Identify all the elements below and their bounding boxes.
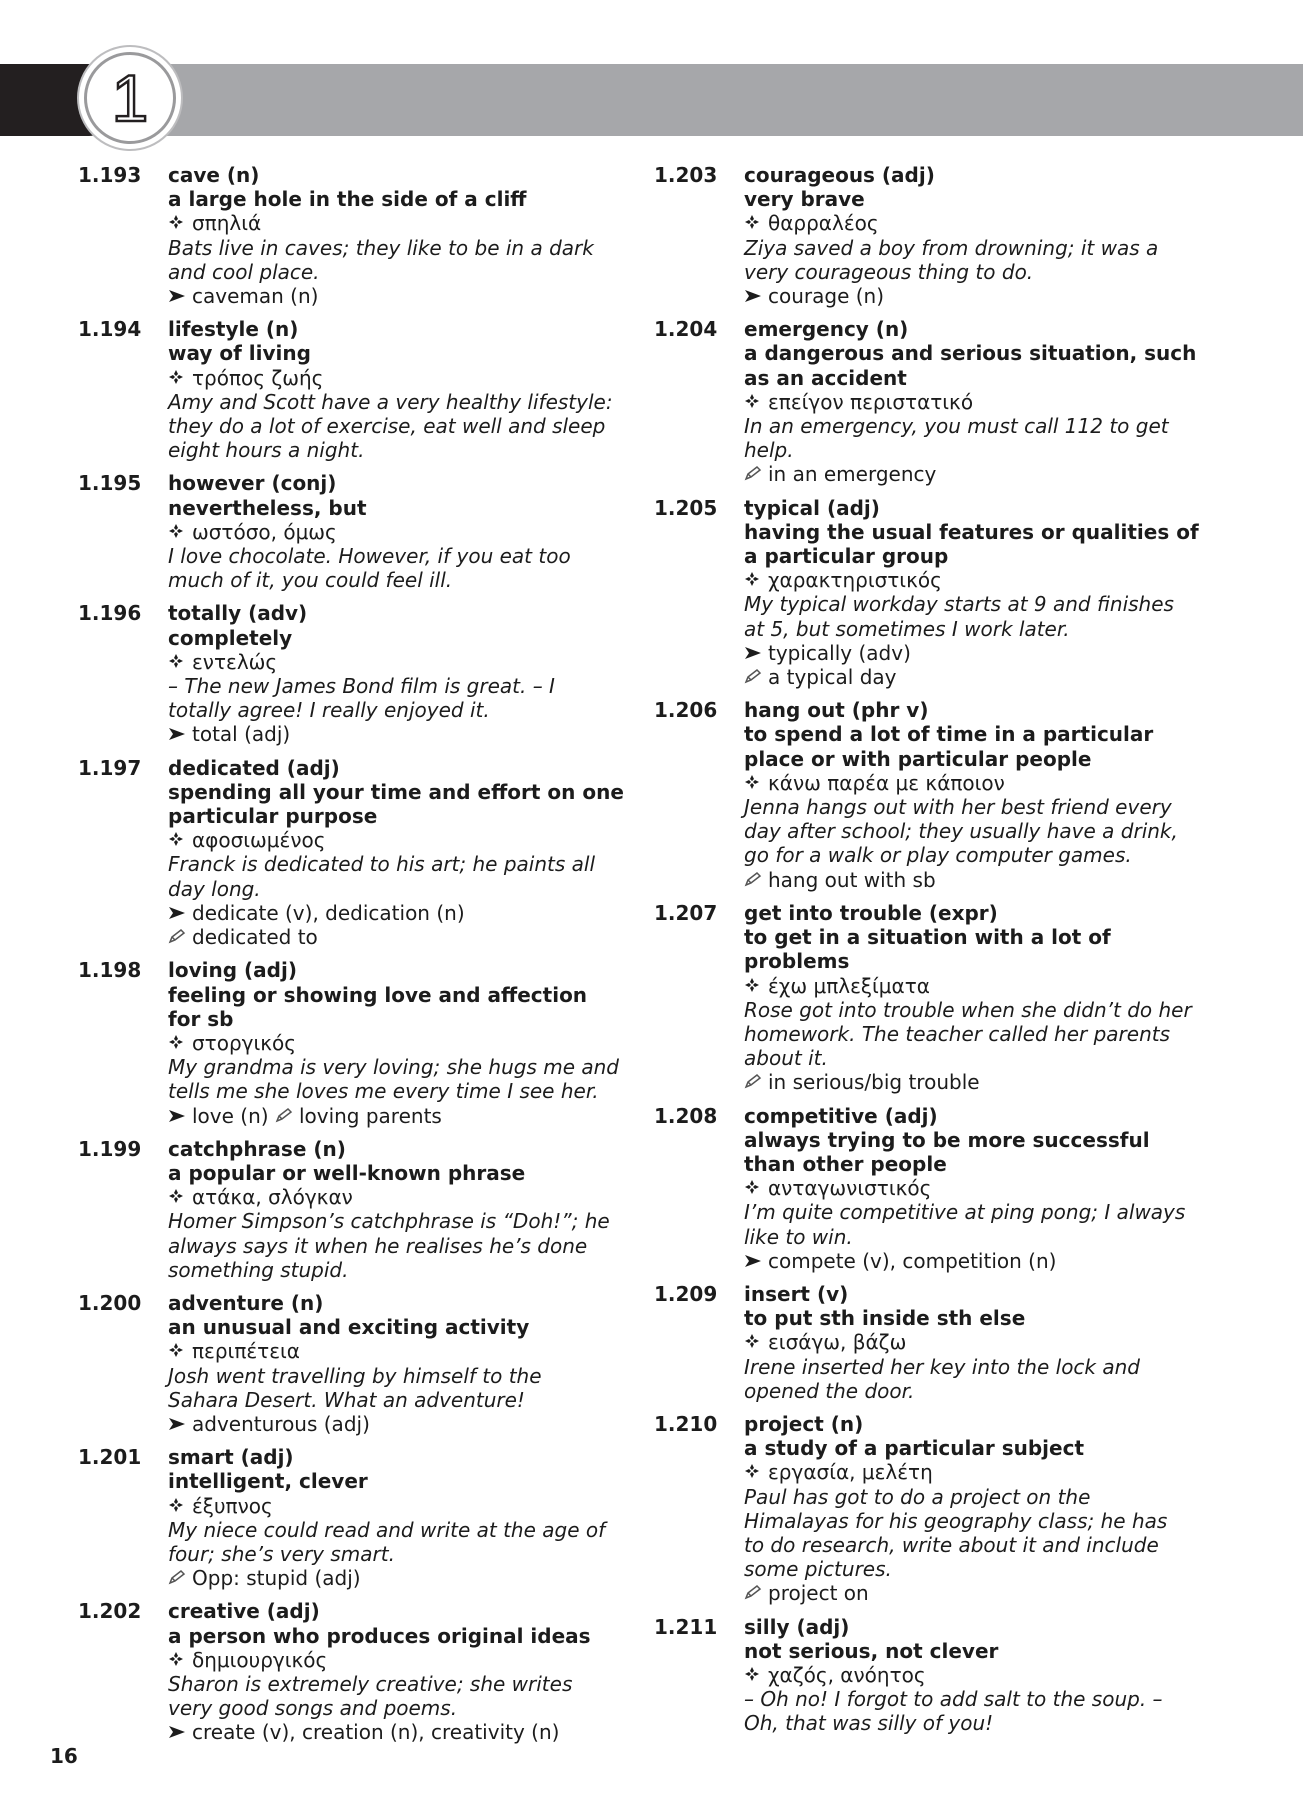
derivative-note (744, 1249, 1214, 1273)
unit-badge (84, 52, 176, 144)
arrowhead-icon (168, 722, 192, 746)
entry-number: 1.208 (654, 1103, 718, 1128)
translation-text: ωστόσο, όμως (192, 519, 337, 544)
arrowhead-icon (744, 1249, 768, 1273)
note-text: dedicated to (192, 925, 318, 950)
diamond-ornament-icon (168, 1031, 192, 1055)
headword: hang out (phr v) (744, 698, 929, 723)
definition-line: completely (168, 625, 293, 650)
headword: lifestyle (n) (168, 317, 299, 342)
definition-line: an unusual and exciting activity (168, 1315, 530, 1340)
translation-text: αφοσιωμένος (192, 828, 326, 853)
pencil-icon (744, 868, 768, 892)
translation-line (744, 568, 1214, 592)
translation-text: σπηλιά (192, 211, 262, 236)
example-line: I’m quite competitive at ping pong; I always (744, 1200, 1186, 1225)
example-line: – Oh no! I forgot to add salt to the soup. – (744, 1687, 1163, 1712)
example-line: they do a lot of exercise, eat well and sleep (168, 414, 606, 439)
headword: adventure (n) (168, 1290, 324, 1315)
headword: cave (n) (168, 163, 260, 187)
example-line: My niece could read and write at the age of (168, 1517, 606, 1542)
example-line: Sahara Desert. What an adventure! (168, 1387, 525, 1412)
derivative-note (168, 722, 638, 746)
translation-line (168, 520, 638, 544)
entry-number: 1.209 (654, 1281, 718, 1306)
example-line: Paul has got to do a project on the (744, 1484, 1091, 1509)
note-text: create (v), creation (n), creativity (n) (192, 1720, 560, 1745)
arrowhead-icon (744, 641, 768, 665)
definition-line: a person who produces original ideas (168, 1623, 591, 1648)
headword: typical (adj) (744, 495, 880, 520)
example-line: Rose got into trouble when she didn’t do her (744, 997, 1192, 1022)
note-text: hang out with sb (768, 867, 936, 892)
diamond-ornament-icon (744, 1460, 768, 1484)
definition-line: having the usual features or qualities of (744, 519, 1199, 544)
translation-line (168, 1031, 638, 1055)
example-line: Jenna hangs out with her best friend every (744, 795, 1172, 820)
translation-text: εντελώς (192, 649, 278, 674)
definition-line: feeling or showing love and affection (168, 982, 588, 1007)
example-line: four; she’s very smart. (168, 1541, 395, 1566)
example-line: always says it when he realises he’s done (168, 1233, 588, 1258)
definition-line: very brave (744, 187, 865, 212)
definition-line: problems (744, 949, 850, 974)
definition-line: for sb (168, 1006, 234, 1031)
diamond-ornament-icon (168, 1339, 192, 1363)
entry-number: 1.197 (78, 755, 142, 780)
left-column (78, 163, 638, 1754)
example-line: Franck is dedicated to his art; he paints all (168, 852, 596, 877)
pencil-icon (168, 1566, 192, 1590)
translation-text: χαρακτηριστικός (768, 568, 942, 593)
entry-1-210 (654, 1412, 1214, 1606)
arrowhead-icon (168, 901, 192, 925)
entry-1-211 (654, 1615, 1214, 1736)
example-line: to do research, write about it and include (744, 1532, 1159, 1557)
note-text: love (n) (192, 1103, 269, 1128)
derivative-note (168, 284, 638, 308)
page-number: 16 (50, 1744, 78, 1768)
translation-line (744, 1460, 1214, 1484)
diamond-ornament-icon (168, 520, 192, 544)
entry-1-203 (654, 163, 1214, 308)
headword: get into trouble (expr) (744, 900, 998, 925)
translation-text: εργασία, μελέτη (768, 1460, 933, 1485)
diamond-ornament-icon (168, 1494, 192, 1518)
definition-line: a dangerous and serious situation, such (744, 341, 1197, 366)
translation-line (168, 211, 638, 235)
definition-line: a large hole in the side of a cliff (168, 187, 527, 212)
example-line: go for a walk or play computer games. (744, 843, 1132, 868)
diamond-ornament-icon (168, 1185, 192, 1209)
diamond-ornament-icon (168, 366, 192, 390)
translation-line (168, 650, 638, 674)
translation-text: δημιουργικός (192, 1647, 328, 1672)
definition-line: place or with particular people (744, 746, 1092, 771)
headword: catchphrase (n) (168, 1136, 346, 1161)
entry-number: 1.203 (654, 163, 718, 187)
example-line: My typical workday starts at 9 and finishes (744, 592, 1174, 617)
example-line: My grandma is very loving; she hugs me and (168, 1055, 619, 1080)
translation-text: χαζός, ανόητος (768, 1662, 926, 1687)
example-line: eight hours a night. (168, 438, 365, 463)
pencil-icon (744, 1581, 768, 1605)
example-line: help. (744, 438, 794, 463)
arrowhead-icon (744, 284, 768, 308)
definition-line: a particular group (744, 544, 949, 569)
translation-line (744, 1176, 1214, 1200)
arrowhead-icon (168, 1720, 192, 1744)
headword: totally (adv) (168, 601, 308, 626)
entry-number: 1.211 (654, 1614, 718, 1639)
entry-number: 1.204 (654, 317, 718, 342)
example-line: very good songs and poems. (168, 1696, 458, 1721)
headword: competitive (adj) (744, 1103, 938, 1128)
arrowhead-icon (168, 1104, 192, 1128)
translation-line (168, 1494, 638, 1518)
pencil-icon (744, 1070, 768, 1094)
entry-number: 1.196 (78, 601, 142, 626)
collocation-note (744, 1070, 1214, 1094)
diamond-ornament-icon (744, 1663, 768, 1687)
entry-number: 1.205 (654, 495, 718, 520)
translation-text: ανταγωνιστικός (768, 1176, 932, 1201)
diamond-ornament-icon (744, 771, 768, 795)
definition-line: spending all your time and effort on one (168, 779, 624, 804)
entry-number: 1.207 (654, 900, 718, 925)
collocation-note (744, 868, 1214, 892)
note-text: typically (adv) (768, 640, 911, 665)
example-line: much of it, you could feel ill. (168, 568, 453, 593)
translation-line (168, 828, 638, 852)
note-text: compete (v), competition (n) (768, 1248, 1057, 1273)
diamond-ornament-icon (168, 1648, 192, 1672)
example-line: Amy and Scott have a very healthy lifestyle: (168, 389, 613, 414)
translation-line (168, 1185, 638, 1209)
entry-number: 1.195 (78, 471, 142, 496)
entry-1-193 (78, 163, 638, 308)
entry-1-194 (78, 317, 638, 462)
entry-number: 1.202 (78, 1599, 142, 1624)
entry-1-201 (78, 1445, 638, 1590)
right-column (654, 163, 1214, 1745)
example-line: tells me she loves me every time I see her. (168, 1079, 599, 1104)
example-line: Irene inserted her key into the lock and (744, 1354, 1140, 1379)
example-line: totally agree! I really enjoyed it. (168, 698, 490, 723)
translation-line (744, 390, 1214, 414)
translation-text: περιπέτεια (192, 1339, 300, 1364)
translation-line (744, 211, 1214, 235)
unit-number: 1 (111, 61, 149, 135)
diamond-ornament-icon (744, 211, 768, 235)
entry-1-199 (78, 1137, 638, 1282)
example-line: like to win. (744, 1224, 853, 1249)
translation-line (744, 1663, 1214, 1687)
example-line: day long. (168, 876, 261, 901)
example-line: Josh went travelling by himself to the (168, 1363, 542, 1388)
note-text: total (adj) (192, 722, 291, 747)
translation-text: έξυπνος (192, 1493, 273, 1518)
diamond-ornament-icon (744, 974, 768, 998)
entry-number: 1.198 (78, 958, 142, 983)
translation-line (744, 974, 1214, 998)
diamond-ornament-icon (168, 211, 192, 235)
entry-number: 1.200 (78, 1290, 142, 1315)
entry-number: 1.206 (654, 698, 718, 723)
pencil-icon (168, 925, 192, 949)
definition-line: to get in a situation with a lot of (744, 925, 1111, 950)
derivative-note (168, 901, 638, 925)
definition-line: a study of a particular subject (744, 1436, 1084, 1461)
arrowhead-icon (168, 1412, 192, 1436)
derivative-note (744, 284, 1214, 308)
example-line: at 5, but sometimes I work later. (744, 616, 1070, 641)
example-line: Sharon is extremely creative; she writes (168, 1671, 573, 1696)
definition-line: always trying to be more successful (744, 1127, 1150, 1152)
note-text: Opp: stupid (adj) (192, 1566, 361, 1591)
example-line: – The new James Bond film is great. – I (168, 674, 555, 699)
entry-1-195 (78, 471, 638, 592)
diamond-ornament-icon (744, 1176, 768, 1200)
translation-line (168, 1339, 638, 1363)
example-line: homework. The teacher called her parents (744, 1021, 1171, 1046)
example-line: In an emergency, you must call 112 to get (744, 414, 1169, 439)
pencil-icon (744, 665, 768, 689)
translation-line (744, 771, 1214, 795)
note-extra-text: loving parents (298, 1103, 442, 1128)
collocation-note (744, 665, 1214, 689)
example-line: very courageous thing to do. (744, 259, 1034, 284)
headword: project (n) (744, 1411, 864, 1436)
derivative-note (168, 1104, 638, 1128)
example-line: something stupid. (168, 1257, 349, 1282)
collocation-note (744, 462, 1214, 486)
derivative-note (744, 641, 1214, 665)
entry-1-206 (654, 698, 1214, 892)
diamond-ornament-icon (168, 828, 192, 852)
definition-line: way of living (168, 341, 311, 366)
derivative-note (168, 1720, 638, 1744)
example-line: Bats live in caves; they like to be in a dark (168, 235, 594, 260)
example-line: Himalayas for his geography class; he has (744, 1508, 1168, 1533)
definition-line: than other people (744, 1151, 947, 1176)
entry-number: 1.201 (78, 1445, 142, 1470)
entry-1-197 (78, 756, 638, 950)
note-text: project on (768, 1581, 869, 1606)
translation-text: έχω μπλεξίματα (768, 973, 930, 998)
translation-text: ατάκα, σλόγκαν (192, 1185, 353, 1210)
entry-1-196 (78, 601, 638, 746)
headword: loving (adj) (168, 958, 297, 983)
unit-header-band (160, 64, 1303, 136)
headword: dedicated (adj) (168, 755, 340, 780)
note-text: caveman (n) (192, 284, 319, 309)
example-line: some pictures. (744, 1557, 892, 1582)
definition-line: to put sth inside sth else (744, 1306, 1026, 1331)
example-line: and cool place. (168, 259, 320, 284)
translation-text: στοργικός (192, 1030, 297, 1055)
note-text: dedicate (v), dedication (n) (192, 900, 465, 925)
entry-1-198 (78, 958, 638, 1127)
headword: insert (v) (744, 1281, 849, 1306)
collocation-note (744, 1581, 1214, 1605)
translation-text: κάνω παρέα με κάποιον (768, 770, 1005, 795)
unit-header-bar (0, 64, 1303, 136)
definition-line: to spend a lot of time in a particular (744, 722, 1154, 747)
translation-line (168, 366, 638, 390)
definition-line: intelligent, clever (168, 1469, 368, 1494)
derivative-note (168, 1412, 638, 1436)
entry-number: 1.194 (78, 317, 142, 342)
arrowhead-icon (168, 284, 192, 308)
note-text: courage (n) (768, 284, 885, 309)
definition-line: as an accident (744, 365, 907, 390)
definition-line: not serious, not clever (744, 1638, 999, 1663)
note-text: in serious/big trouble (768, 1070, 980, 1095)
headword: however (conj) (168, 471, 337, 496)
entry-1-209 (654, 1282, 1214, 1403)
example-line: opened the door. (744, 1378, 915, 1403)
entry-1-208 (654, 1104, 1214, 1273)
diamond-ornament-icon (744, 1330, 768, 1354)
definition-line: particular purpose (168, 804, 378, 829)
example-line: day after school; they usually have a drink, (744, 819, 1178, 844)
example-line: Oh, that was silly of you! (744, 1711, 994, 1736)
definition-line: a popular or well-known phrase (168, 1160, 526, 1185)
collocation-note (168, 1566, 638, 1590)
example-line: Homer Simpson’s catchphrase is “Doh!”; he (168, 1209, 610, 1234)
example-line: I love chocolate. However, if you eat too (168, 544, 571, 569)
entry-1-200 (78, 1291, 638, 1436)
note-text: adventurous (adj) (192, 1411, 370, 1436)
translation-line (744, 1330, 1214, 1354)
example-line: about it. (744, 1046, 828, 1071)
entry-1-204 (654, 317, 1214, 486)
pencil-icon (275, 1104, 299, 1128)
definition-line: nevertheless, but (168, 495, 367, 520)
headword: courageous (adj) (744, 163, 935, 187)
entry-1-202 (78, 1599, 638, 1744)
entry-number: 1.199 (78, 1136, 142, 1161)
pencil-icon (744, 462, 768, 486)
translation-text: θαρραλέος (768, 211, 879, 236)
diamond-ornament-icon (168, 650, 192, 674)
note-text: a typical day (768, 665, 897, 690)
translation-text: τρόπος ζωής (192, 365, 324, 390)
entry-number: 1.210 (654, 1411, 718, 1436)
diamond-ornament-icon (744, 568, 768, 592)
translation-text: εισάγω, βάζω (768, 1330, 907, 1355)
headword: smart (adj) (168, 1445, 294, 1470)
entry-number: 1.193 (78, 163, 142, 187)
translation-text: επείγον περιστατικό (768, 389, 974, 414)
diamond-ornament-icon (744, 390, 768, 414)
translation-line (168, 1648, 638, 1672)
headword: silly (adj) (744, 1614, 850, 1639)
collocation-note (168, 925, 638, 949)
entry-1-205 (654, 496, 1214, 690)
note-text: in an emergency (768, 462, 937, 487)
entry-1-207 (654, 901, 1214, 1095)
headword: emergency (n) (744, 317, 909, 342)
headword: creative (adj) (168, 1599, 320, 1624)
example-line: Ziya saved a boy from drowning; it was a (744, 235, 1159, 260)
